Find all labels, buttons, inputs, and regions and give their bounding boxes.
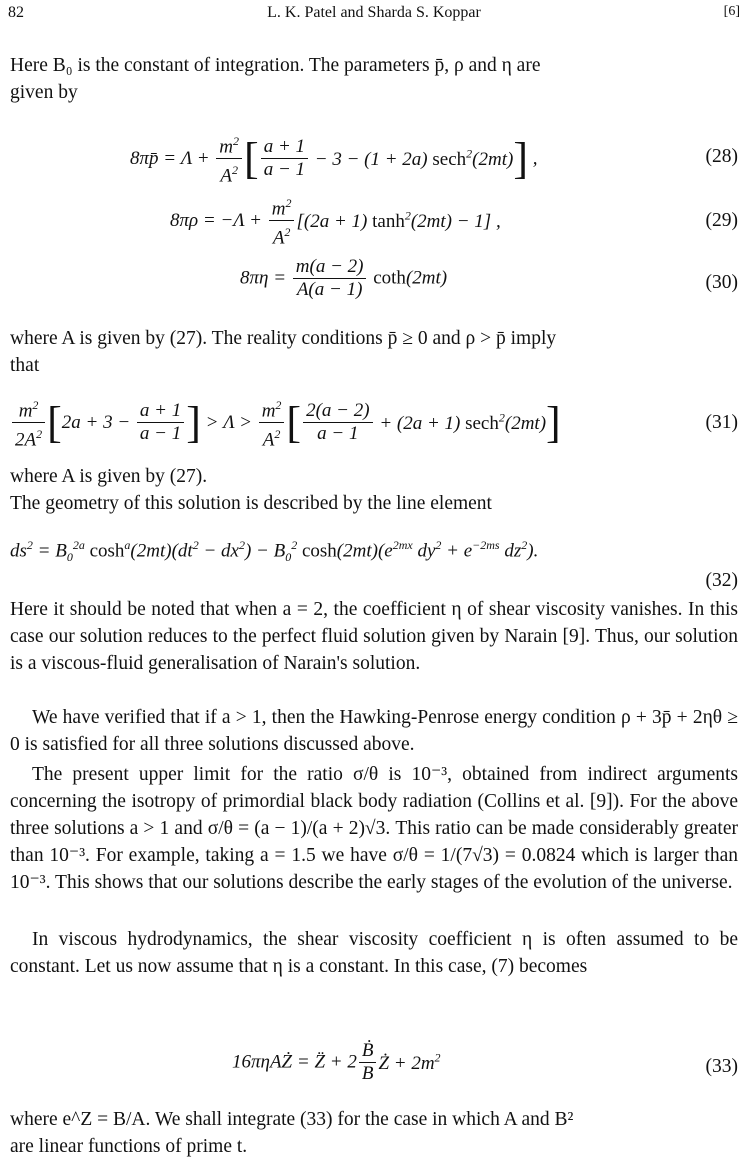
where-line-3: where A is given by (27). bbox=[10, 466, 208, 487]
equation-number: (31) bbox=[705, 412, 738, 433]
equation-number: (29) bbox=[705, 210, 738, 231]
intro-line-1: Here B₀ is the constant of integration. The parameters p̄, ρ and η are bbox=[10, 55, 541, 76]
equation-29: 8πρ = −Λ + $\frac{m^2}{A^2}$ [(2a + 1) $\tanh^2(2mt) - 1$] , (29) bbox=[0, 190, 750, 246]
where-line-1: where A is given by (27). The reality conditions p̄ ≥ 0 and ρ > p̄ imply bbox=[10, 328, 557, 349]
equation-number: (33) bbox=[705, 1056, 738, 1077]
final-line-1: where e^Z = B/A. We shall integrate (33) for the case in which A and B² bbox=[10, 1109, 574, 1130]
intro-line-2: given by bbox=[10, 82, 78, 103]
equation-33: 16πηAŻ = Z̈ + 2 $\frac{\text{Ḃ}}{B}$ Ż + $2m^2$ (33) bbox=[232, 1040, 738, 1084]
page-number: 82 bbox=[8, 4, 24, 21]
equation-number: (32) bbox=[705, 570, 738, 591]
reference-tag: [6] bbox=[723, 4, 740, 19]
paragraph-viscous: In viscous hydrodynamics, the shear viscosity coefficient η is often assumed to be constant. Let us now assume that η is a constant. In this case, (7) becomes bbox=[10, 929, 738, 977]
equation-number: (28) bbox=[705, 146, 738, 167]
equation-30: 8πη = $\frac{m(a - 2)}{A(a - 1)}$ coth(2mt) (30) bbox=[240, 256, 738, 300]
paragraph-verified: We have verified that if a > 1, then the Hawking-Penrose energy condition ρ + 3p̄ + 2ηθ ≥ 0 is satisfied for all three solutions discussed above. bbox=[10, 707, 738, 755]
where-line-2: that bbox=[10, 355, 40, 376]
paragraph-limit: The present upper limit for the ratio σ/θ is 10⁻³, obtained from indirect arguments concerning the isotropy of primordial black body radiation (Collins et al. [9]). For the above three solutions a > 1 and σ/θ = (a − 1)/(a + 2)√3. This ratio can be made considerably greater than 10⁻³. For example, taking a = 1.5 we have σ/θ = 1/(7√3) = 0.0824 which is larger than 10⁻³. This shows that our solutions describe the early stages of the evolution of the universe. bbox=[10, 764, 738, 893]
final-line-2: are linear functions of prime t. bbox=[10, 1136, 248, 1157]
geometry-line: The geometry of this solution is described by the line element bbox=[10, 493, 492, 514]
equation-32: $ds^2 = B_0^{2a}$ $\cosh^a(2mt)(dt^2 - dx^2) - B_0^2$ $\cosh(2mt)(e^{2mx}$ $dy^2 + e^{-2ms}$ $dz^2$). (32) bbox=[10, 538, 738, 591]
equation-28: 8πp̄ = Λ + $\frac{m^2}{A^2}$ [ $\frac{a + 1}{a - 1}$ − 3 − (1 + 2a) sech$^2$(2mt)] , (28) bbox=[0, 126, 750, 186]
equation-31: $\frac{m^2}{2A^2}$ [2a + 3 − $\frac{a + 1}{a - 1}$ ] > Λ > $\frac{m^2}{A^2}$ [ $\frac{2(a - 2)}{a - 1}$ + (2a + 1) sech$^2$(2mt)] (31) bbox=[0, 392, 750, 452]
running-authors: L. K. Patel and Sharda S. Koppar bbox=[267, 4, 481, 21]
paragraph-noted: Here it should be noted that when a = 2, the coefficient η of shear viscosity vanishes. In this case our solution reduces to the perfect fluid solution given by Narain [9]. Thus, our solution is a viscous-fluid generalisation of Narain's solution. bbox=[10, 599, 738, 674]
running-header bbox=[8, 4, 740, 26]
equation-number: (30) bbox=[705, 272, 738, 293]
